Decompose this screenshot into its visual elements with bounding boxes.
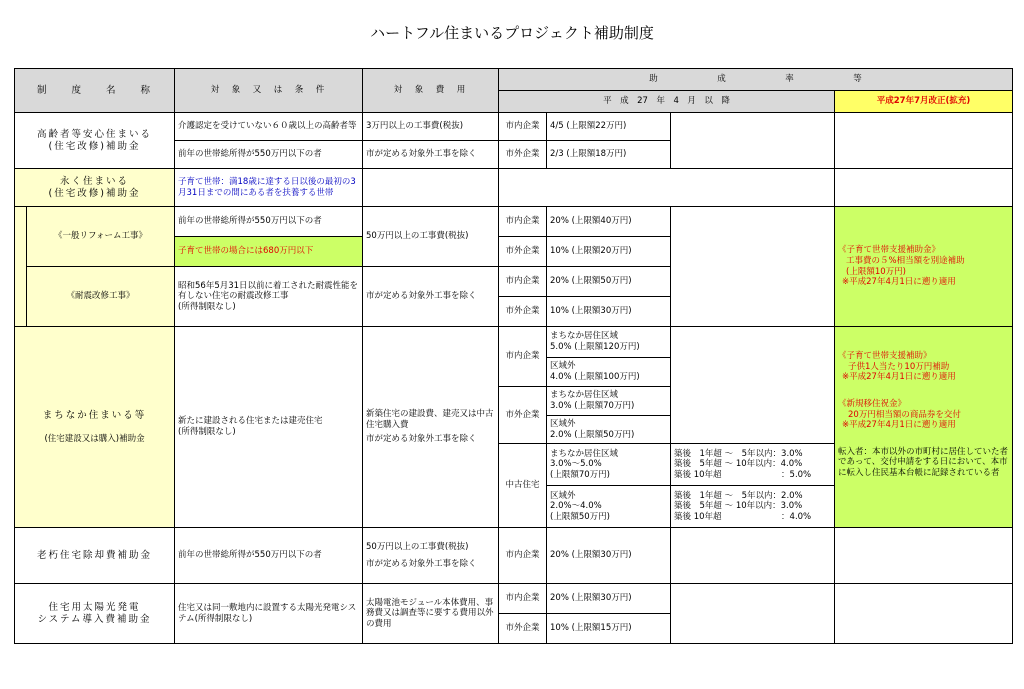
elderly-revised	[835, 113, 1013, 169]
eikyu-indent	[15, 207, 27, 327]
seismic-out-rate: 10% (上限額30万円)	[547, 297, 671, 327]
eikyu-cond: 子育て世帯：満18歳に達する日以後の最初の3月31日までの間にある者を扶養する世帯	[175, 169, 363, 207]
solar-in-label: 市内企業	[499, 584, 547, 614]
demolition-cost1: 50万円以上の工事費(税抜)	[366, 541, 469, 552]
demolition-in-rate: 20% (上限額30万円)	[547, 528, 671, 584]
elderly-blank	[671, 113, 835, 169]
seismic-in-label: 市内企業	[499, 267, 547, 297]
machinaka-used-age2: 築後 1年超 〜 5年以内：2.0% 築後 5年超 〜 10年以内：3.0% 築後 10年超 ：4.0%	[671, 486, 835, 528]
solar-blank	[671, 584, 835, 644]
machinaka-cost	[363, 327, 499, 528]
header-current: 平 成 27 年 4 月 以 降	[499, 91, 835, 113]
demolition-blank	[671, 528, 835, 584]
reform-in-label: 市内企業	[499, 207, 547, 237]
reform-cond1: 前年の世帯総所得が550万円以下の者	[175, 207, 363, 237]
eikyu-revised-line3: (上限額10万円)	[846, 266, 906, 277]
reform-in-rate: 20% (上限額40万円)	[547, 207, 671, 237]
solar-revised	[835, 584, 1013, 644]
machinaka-cost2: 市が定める対象外工事を除く	[366, 434, 477, 445]
elderly-in-rate: 4/5 (上限額22万円)	[547, 113, 671, 141]
machinaka-in-label: 市内企業	[499, 327, 547, 387]
machinaka-rev1-2: 子供1人当たり10万円補助	[848, 361, 950, 372]
seismic-out-label: 市外企業	[499, 297, 547, 327]
seismic-cond: 昭和56年5月31日以前に着工された耐震性能を有しない住宅の耐震改修工事 (所得制限なし)	[175, 267, 363, 327]
demolition-cond: 前年の世帯総所得が550万円以下の者	[175, 528, 363, 584]
machinaka-out-label: 市外企業	[499, 387, 547, 444]
elderly-name: 高齢者等安心住まいる (住宅改修)補助金	[15, 113, 175, 169]
reform-out-rate: 10% (上限額20万円)	[547, 237, 671, 267]
header-revised: 平成27年7月改正(拡充)	[835, 91, 1013, 113]
eikyu-revised-line2: 工事費の５%相当額を別途補助	[846, 255, 965, 266]
elderly-out-label: 市外企業	[499, 141, 547, 169]
header-rate: 助 成 率 等	[499, 69, 1013, 91]
demolition-revised	[835, 528, 1013, 584]
machinaka-name	[15, 327, 175, 528]
machinaka-in-area2: 区域外 4.0% (上限額100万円)	[547, 358, 671, 387]
reform-cost: 50万円以上の工事費(税抜)	[363, 207, 499, 267]
machinaka-rev2-2: 20万円相当額の商品券を交付	[848, 409, 961, 420]
eikyu-revised	[835, 207, 1013, 327]
machinaka-used-area2: 区域外 2.0%〜4.0% (上限額50万円)	[547, 486, 671, 528]
header-condition: 対 象 又 は 条 件	[175, 69, 363, 113]
machinaka-name1: まちなか住まいる等	[42, 409, 147, 421]
header-name: 制 度 名 称	[15, 69, 175, 113]
eikyu-revised-blank	[835, 169, 1013, 207]
elderly-cost2: 市が定める対象外工事を除く	[363, 141, 499, 169]
elderly-cond2: 前年の世帯総所得が550万円以下の者	[175, 141, 363, 169]
machinaka-rev2-1: 《新規移住祝金》	[838, 398, 907, 409]
reform-cond2: 子育て世帯の場合には680万円以下	[175, 237, 363, 267]
machinaka-out-area2: 区域外 2.0% (上限額50万円)	[547, 416, 671, 444]
solar-out-rate: 10% (上限額15万円)	[547, 614, 671, 644]
machinaka-revised	[835, 327, 1013, 528]
demolition-name: 老朽住宅除却費補助金	[15, 528, 175, 584]
machinaka-used-area1: まちなか居住区域 3.0%〜5.0% (上限額70万円)	[547, 444, 671, 486]
reform-out-label: 市外企業	[499, 237, 547, 267]
machinaka-rev3: 転入者：本市以外の市町村に居住していた者であって、交付申請をする日において、本市に転入し住民基本台帳に記録されている者	[838, 446, 1009, 478]
machinaka-cond: 新たに建設される住宅または建売住宅 (所得制限なし)	[175, 327, 363, 528]
solar-out-label: 市外企業	[499, 614, 547, 644]
machinaka-name2: (住宅建設又は購入)補助金	[44, 433, 145, 444]
machinaka-in-area1: まちなか居住区域 5.0% (上限額120万円)	[547, 327, 671, 358]
machinaka-cost1: 新築住宅の建設費、建売又は中古住宅購入費	[366, 409, 494, 430]
subsidy-table	[14, 68, 1013, 644]
elderly-out-rate: 2/3 (上限額18万円)	[547, 141, 671, 169]
eikyu-blank	[671, 207, 835, 327]
machinaka-used-age1: 築後 1年超 〜 5年以内：3.0% 築後 5年超 〜 10年以内：4.0% 築後 10年超 ：5.0%	[671, 444, 835, 486]
seismic-cost: 市が定める対象外工事を除く	[363, 267, 499, 327]
seismic-name: 《耐震改修工事》	[27, 267, 175, 327]
machinaka-out-area1: まちなか居住区域 3.0% (上限額70万円)	[547, 387, 671, 416]
demolition-cost	[363, 528, 499, 584]
solar-in-rate: 20% (上限額30万円)	[547, 584, 671, 614]
eikyu-name: 永く住まいる (住宅改修)補助金	[15, 169, 175, 207]
page-title: ハートフル住まいるプロジェクト補助制度	[370, 24, 654, 42]
demolition-cost2: 市が定める対象外工事を除く	[366, 558, 477, 569]
elderly-in-label: 市内企業	[499, 113, 547, 141]
eikyu-rate-blank	[499, 169, 835, 207]
header-cost: 対 象 費 用	[363, 69, 499, 113]
solar-cond: 住宅又は同一敷地内に設置する太陽光発電システム(所得制限なし)	[175, 584, 363, 644]
eikyu-cost-blank	[363, 169, 499, 207]
solar-cost: 太陽電池モジュール本体費用、事務費又は調査等に要する費用以外の費用	[363, 584, 499, 644]
eikyu-revised-line4: ※平成27年4月1日に遡り適用	[842, 277, 956, 288]
seismic-in-rate: 20% (上限額50万円)	[547, 267, 671, 297]
machinaka-rev1-1: 《子育て世帯支援補助》	[838, 351, 932, 361]
elderly-cost1: 3万円以上の工事費(税抜)	[363, 113, 499, 141]
demolition-in-label: 市内企業	[499, 528, 547, 584]
eikyu-revised-line1: 《子育て世帯支援補助金》	[838, 245, 941, 256]
machinaka-rev1-3: ※平成27年4月1日に遡り適用	[842, 372, 956, 383]
machinaka-rev2-3: ※平成27年4月1日に遡り適用	[842, 420, 956, 431]
machinaka-blank	[671, 327, 835, 444]
solar-name: 住宅用太陽光発電 システム導入費補助金	[15, 584, 175, 644]
reform-name: 《一般リフォーム工事》	[27, 207, 175, 267]
machinaka-used-label: 中古住宅	[499, 444, 547, 528]
elderly-cond1: 介護認定を受けていない６０歳以上の高齢者等	[175, 113, 363, 141]
